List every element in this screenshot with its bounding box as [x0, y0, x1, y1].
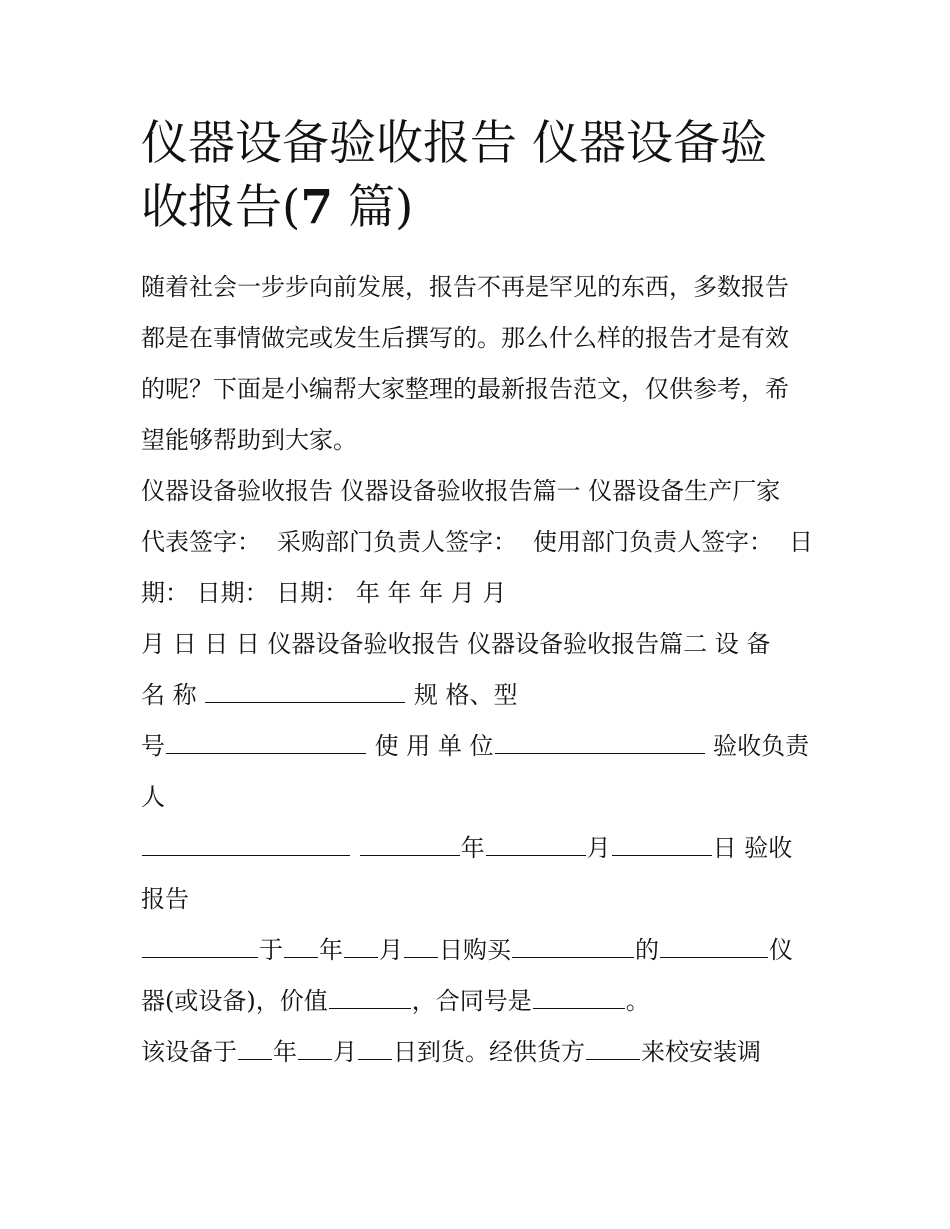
acceptance-lead-blank	[142, 854, 350, 856]
purchase-month-label: 月	[379, 936, 403, 964]
purchase-month-blank	[344, 956, 378, 958]
title-count: 7	[300, 180, 334, 235]
arrival-year-blank	[238, 1058, 272, 1060]
user-dept-signature-label: 使用部门负责人签字：	[533, 528, 773, 556]
intro-line: 的呢？下面是小编帮大家整理的最新报告范文，仅供参考，希	[141, 375, 789, 403]
intro-line: 望能够帮助到大家。	[141, 426, 357, 454]
model-label: 号	[141, 732, 165, 760]
purchase-day-label: 日购买	[439, 936, 511, 964]
report-paragraph-1	[141, 466, 813, 925]
date-label-start: 日	[789, 528, 813, 556]
value-label: 器(或设备)，价值	[141, 987, 328, 1015]
day-blank	[612, 854, 712, 856]
purchase-line-2	[141, 976, 813, 1027]
equipment-name-label: 名 称	[141, 681, 205, 709]
report-heading-word: 报告	[141, 885, 189, 913]
using-unit-blank	[495, 752, 705, 754]
intro-line: 都是在事情做完或发生后撰写的。那么什么样的报告才是有效	[141, 324, 789, 352]
manufacturer-signature-label: 代表签字：	[141, 528, 261, 556]
acceptance-lead-label-end: 人	[141, 783, 165, 811]
arrival-month-blank	[298, 1058, 332, 1060]
purchase-paragraph	[141, 925, 813, 1027]
date-line: 期： 日期： 日期： 年 年 年 月 月	[141, 579, 507, 607]
arrival-paragraph	[141, 1027, 813, 1078]
year-blank	[360, 854, 460, 856]
month-blank	[486, 854, 586, 856]
instrument-label-start: 仪	[769, 936, 793, 964]
acceptance-lead-label: 验收负责	[705, 732, 810, 760]
purchase-year-blank	[284, 956, 318, 958]
acceptance-date-line	[141, 823, 813, 874]
at-label: 于	[259, 936, 283, 964]
model-blank	[166, 752, 366, 754]
period-mark: 。	[625, 987, 650, 1015]
supplier-blank	[512, 956, 634, 958]
equipment-name-blank	[205, 701, 405, 703]
intro-paragraph	[141, 262, 813, 466]
month-label: 月	[586, 834, 611, 862]
contract-number-blank	[533, 1007, 625, 1009]
instrument-blank	[660, 956, 768, 958]
document-page	[141, 112, 813, 1078]
installation-label: 来校安装调	[641, 1038, 761, 1066]
document-body	[141, 262, 813, 1078]
arrival-day-blank	[358, 1058, 392, 1060]
day-acceptance-label: 日 验收	[712, 834, 793, 862]
purchasing-signature-label: 采购部门负责人签字：	[277, 528, 517, 556]
using-unit-label: 使 用 单 位	[367, 732, 494, 760]
equipment-name-line	[141, 670, 813, 721]
arrival-year-label: 年	[273, 1038, 297, 1066]
arrival-label: 该设备于	[141, 1038, 237, 1066]
purchase-day-blank	[404, 956, 438, 958]
purchase-line-1	[141, 925, 813, 976]
value-blank	[329, 1007, 411, 1009]
report-line: 月 日 日 日 仪器设备验收报告 仪器设备验收报告篇二 设 备	[141, 630, 771, 658]
title-line-2	[141, 176, 813, 240]
contract-label: ，合同号是	[411, 987, 532, 1015]
arrival-month-label: 月	[333, 1038, 357, 1066]
spec-model-label: 规 格、型	[406, 681, 518, 709]
arrival-line	[141, 1027, 813, 1078]
model-unit-line	[141, 721, 813, 772]
supplier-rep-blank	[586, 1058, 640, 1060]
of-label: 的	[635, 936, 659, 964]
title-line-1: 仪器设备验收报告 仪器设备验	[141, 116, 767, 171]
report-line: 仪器设备验收报告 仪器设备验收报告篇一 仪器设备生产厂家	[141, 477, 781, 505]
purchase-year-label: 年	[319, 936, 343, 964]
title-text-b: 篇)	[333, 180, 414, 235]
signature-line	[141, 517, 813, 568]
year-label: 年	[460, 834, 485, 862]
document-title	[141, 112, 813, 240]
buyer-blank	[142, 956, 258, 958]
title-text-a: 收报告(	[141, 180, 301, 235]
intro-line: 随着社会一步步向前发展，报告不再是罕见的东西，多数报告	[141, 273, 789, 301]
arrival-day-label: 日到货。经供货方	[393, 1038, 585, 1066]
